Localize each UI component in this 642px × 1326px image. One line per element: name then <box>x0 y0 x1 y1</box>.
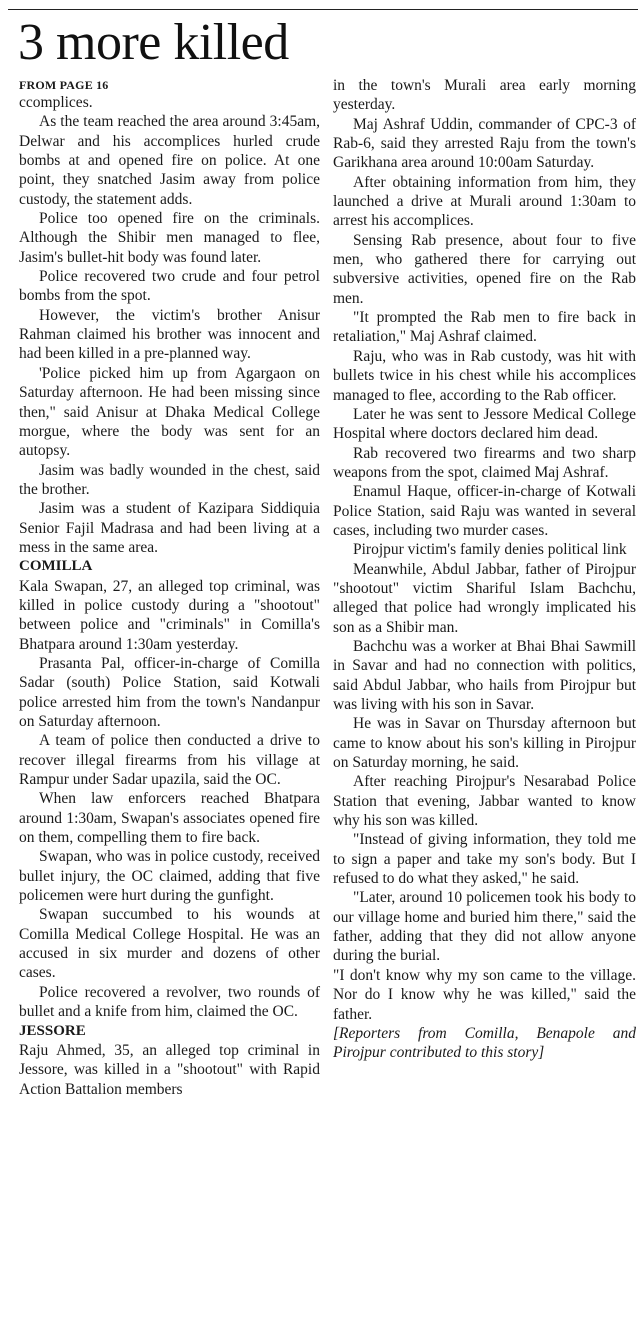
subheading-pirojpur: Pirojpur victim's family denies political link <box>353 541 627 559</box>
article-column-right <box>333 76 636 1063</box>
paragraph: Jasim was badly wounded in the chest, said the brother. <box>19 461 320 498</box>
paragraph: Prasanta Pal, officer-in-charge of Comilla Sadar (south) Police Station, said Kotwali police arrested him from the town's Nandanpur on Saturday afternoon. <box>19 654 320 730</box>
paragraph: When law enforcers reached Bhatpara around 1:30am, Swapan's associates opened fire on them, compelling them to fire back. <box>19 790 320 847</box>
paragraph: Later he was sent to Jessore Medical College Hospital where doctors declared him dead. <box>333 405 636 443</box>
paragraph: Raju, who was in Rab custody, was hit with bullets twice in his chest while his accomplices managed to flee, according to the Rab officer. <box>333 347 636 404</box>
paragraph: After reaching Pirojpur's Nesarabad Police Station that evening, Jabbar wanted to know why his son was killed. <box>333 773 636 830</box>
paragraph: "I don't know why my son came to the village. Nor do I know why he was killed," said the father. <box>333 966 636 1023</box>
reporter-credit: [Reporters from Comilla, Benapole and Pirojpur contributed to this story] <box>333 1024 636 1062</box>
paragraph: in the town's Murali area early morning yesterday. <box>333 77 636 114</box>
paragraph: Meanwhile, Abdul Jabbar, father of Pirojpur "shootout" victim Shariful Islam Bachchu, alleged that police had wrongly implicated his son as a Shibir man. <box>333 560 636 636</box>
article-column-left <box>19 78 320 1099</box>
paragraph: Swapan, who was in police custody, received bullet injury, the OC claimed, adding that five policemen were hurt during the gunfight. <box>19 848 320 905</box>
paragraph: "Later, around 10 policemen took his body to our village home and buried him there," said the father, adding that they did not allow anyone during the burial. <box>333 889 636 965</box>
paragraph: Kala Swapan, 27, an alleged top criminal, was killed in police custody during a "shootout" between police and "criminals" in Comilla's Bhatpara around 1:30am yesterday. <box>19 577 320 653</box>
paragraph: After obtaining information from him, they launched a drive at Murali around 1:30am to arrest his accomplices. <box>333 173 636 230</box>
paragraph: However, the victim's brother Anisur Rahman claimed his brother was innocent and had been killed in a pre-planned way. <box>19 306 320 363</box>
continuation-kicker: FROM PAGE 16 <box>19 78 109 92</box>
paragraph: Police recovered a revolver, two rounds of bullet and a knife from him, claimed the OC. <box>19 983 320 1021</box>
paragraph: Sensing Rab presence, about four to five men, who gathered there for carrying out subversive activities, opened fire on the Rab men. <box>333 231 636 307</box>
section-heading-comilla: COMILLA <box>19 558 93 575</box>
paragraph: Rab recovered two firearms and two sharp weapons from the spot, claimed Maj Ashraf. <box>333 444 636 481</box>
paragraph: Swapan succumbed to his wounds at Comilla Medical College Hospital. He was an accused in six murder and dozens of other cases. <box>19 906 320 982</box>
paragraph: Jasim was a student of Kazipara Siddiquia Senior Fajil Madrasa and had been living at a mess in the same area. <box>19 500 320 556</box>
top-rule <box>8 9 638 10</box>
paragraph: He was in Savar on Thursday afternoon but came to know about his son's killing in Pirojpur on Saturday morning, he said. <box>333 715 636 772</box>
paragraph: Enamul Haque, officer-in-charge of Kotwali Police Station, said Raju was wanted in several cases, including two murder cases. <box>333 483 636 539</box>
paragraph: Police recovered two crude and four petrol bombs from the spot. <box>19 268 320 305</box>
paragraph: Bachchu was a worker at Bhai Bhai Sawmill in Savar and had no connection with politics, said Abdul Jabbar, who hails from Pirojpur but was living with his son in Savar. <box>333 637 636 713</box>
paragraph: A team of police then conducted a drive to recover illegal firearms from his village at Rampur under Sadar upazila, said the OC. <box>19 732 320 789</box>
paragraph: 'Police picked him up from Agargaon on Saturday afternoon. He had been missing since then," said Anisur at Dhaka Medical College morgue, where the body was sent for an autopsy. <box>19 364 320 460</box>
section-heading-jessore: JESSORE <box>19 1022 86 1039</box>
paragraph: Police too opened fire on the criminals. Although the Shibir men managed to flee, Jasim's bullet-hit body was found later. <box>19 210 320 266</box>
headline: 3 more killed <box>18 14 289 71</box>
paragraph: As the team reached the area around 3:45am, Delwar and his accomplices hurled crude bombs at and opened fire on police. At one point, they snatched Jasim away from police custody, the statement adds. <box>19 113 320 208</box>
paragraph: "Instead of giving information, they told me to sign a paper and take my son's body. But I refused to do what they asked," he said. <box>333 831 636 888</box>
paragraph: ccomplices. <box>19 94 93 111</box>
paragraph: "It prompted the Rab men to fire back in retaliation," Maj Ashraf claimed. <box>333 309 636 346</box>
paragraph: Maj Ashraf Uddin, commander of CPC-3 of Rab-6, said they arrested Raju from the town's Garikhana area around 10:00am Saturday. <box>333 115 636 172</box>
paragraph: Raju Ahmed, 35, an alleged top criminal in Jessore, was killed in a "shootout" with Rapid Action Battalion members <box>19 1041 320 1098</box>
